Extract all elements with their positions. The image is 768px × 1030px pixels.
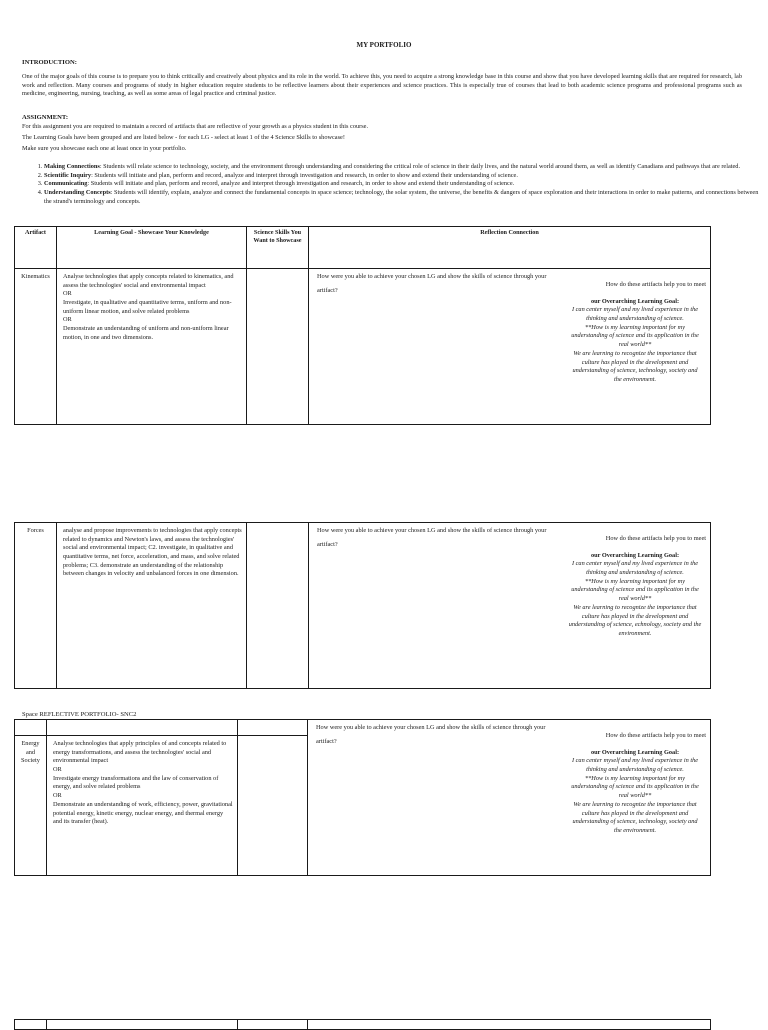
- science-skills-list: [22, 163, 766, 206]
- header-reflection: Reflection Connection: [309, 227, 711, 269]
- reflection-cell[interactable]: [308, 720, 711, 876]
- assignment-line-1: For this assignment you are required to maintain a record of artifacts that are reflective of your growth as a physics student in this course.: [22, 123, 369, 130]
- learning-goal-cell: Analyse technologies that apply principles of and concepts related to energy transformations, and assess the technologies' social and environmental impact OR Investigate energy transformations and the law of conservation of energy, and solve related problems OR Demonstrate an understanding of work, efficiency, power, gravitational potential energy, kinetic energy, nuclear energy, and thermal energy and its transfer (heat).: [47, 736, 238, 876]
- assignment-line-3: Make sure you showcase each one at least once in your portfolio.: [22, 145, 187, 152]
- assignment-heading: ASSIGNMENT:: [22, 114, 69, 121]
- reflection-question: How were you able to achieve your chosen LG and show the skills of science through your: [317, 273, 547, 280]
- table-header-row: [15, 227, 711, 269]
- reflection-cell[interactable]: [309, 523, 711, 689]
- og-text: I can center myself and my lived experience in the thinking and understanding of science. **How is my learning important for my understanding of science and its application in the real world** We are learning to recognize the importance that culture has played in the development and understanding of science, technology, society and the environment.: [571, 757, 699, 834]
- science-skills-cell[interactable]: [238, 736, 308, 876]
- artifact-cell: Kinematics: [15, 269, 57, 425]
- artifact-cell: Forces: [15, 523, 57, 689]
- header-artifact: Artifact: [15, 227, 57, 269]
- table-row: [15, 269, 711, 425]
- table-row: [15, 1020, 711, 1030]
- table-blank-row: [15, 720, 711, 736]
- og-question: How do these artifacts help you to meet: [605, 732, 706, 739]
- overarching-goal-box: [568, 281, 706, 385]
- overarching-goal-box: [568, 535, 706, 639]
- intro-paragraph: One of the major goals of this course is to prepare you to think critically and creatively about physics and its role in the world. To achieve this, you need to acquire a strong knowledge base in this course and show that you have developed learning skills that are required for research, lab work and reflection. Many courses and programs of study in higher education require students to be reflective learners about their experiences and science practices. This is especially true of courses that lead to both academic science programs and professional programs such as medicine, engineering, nursing, teaching, as well as some areas of legal practice and criminal justice.: [22, 73, 742, 98]
- skill-scientific-inquiry: 2. Scientific Inquiry: Students will initiate and plan, perform and record, analyze and interpret through investigation and research, in order to show and extend their understanding of science.: [44, 172, 766, 181]
- og-text: I can center myself and my lived experience in the thinking and understanding of science. **How is my learning important for my understanding of science and its application in the real world** We are learning to recognize the importance that culture has played in the development and understanding of science, technology, society and the environment.: [571, 306, 699, 383]
- portfolio-table-3: [14, 719, 711, 876]
- assignment-line-2: The Learning Goals have been grouped and are listed below - for each LG - select at least 1 of the 4 Science Skills to showcase!: [22, 134, 345, 141]
- intro-heading: INTRODUCTION:: [22, 59, 77, 66]
- reflection-question-cont: artifact?: [316, 737, 337, 745]
- header-science-skills: Science Skills You Want to Showcase: [247, 227, 309, 269]
- og-heading: our Overarching Learning Goal:: [590, 551, 680, 559]
- portfolio-table-4: [14, 1019, 711, 1030]
- og-question: How do these artifacts help you to meet: [605, 535, 706, 542]
- page-title: MY PORTFOLIO: [356, 41, 412, 49]
- portfolio-table-1: [14, 226, 711, 425]
- skill-making-connections: 1. Making Connections: Students will relate science to technology, society, and the environment through understanding and considering the critical role of science in their daily lives, and the natural world around them, as well as identify Canadians and pathways that are related.: [44, 163, 766, 172]
- reflection-cell[interactable]: [309, 269, 711, 425]
- og-question: How do these artifacts help you to meet: [605, 281, 706, 288]
- portfolio-table-2: [14, 522, 711, 689]
- reflection-question: How were you able to achieve your chosen LG and show the skills of science through your: [317, 527, 547, 534]
- og-heading: our Overarching Learning Goal:: [590, 748, 680, 756]
- artifact-cell: Energy and Society: [15, 736, 47, 876]
- learning-goal-cell: Analyse technologies that apply concepts related to kinematics, and assess the technologies' social and environmental impact OR Investigate, in qualitative and quantitative terms, uniform and non-uniform linear motion, and solve related problems OR Demonstrate an understanding of uniform and non-uniform linear motion, in one and two dimensions.: [57, 269, 247, 425]
- portfolio-caption: Space REFLECTIVE PORTFOLIO- SNC2: [22, 711, 137, 718]
- reflection-question-cont: artifact?: [317, 286, 338, 294]
- skill-communicating: 3. Communicating: Students will initiate and plan, perform and record, analyze and interpret through investigation and research, in order to show and extend their understanding of science.: [44, 180, 766, 189]
- reflection-question-cont: artifact?: [317, 540, 338, 548]
- skill-understanding-concepts: 4. Understanding Concepts: Students will identify, explain, analyze and connect the fundamental concepts in space science; technology, the solar system, the universe, the benefits & dangers of space exploration and their interactions in order to make patterns, and connections between the strand's terminology and concepts.: [44, 189, 766, 206]
- og-heading: our Overarching Learning Goal:: [590, 297, 680, 305]
- overarching-goal-box: [568, 732, 706, 836]
- og-text: I can center myself and my lived experience in the thinking and understanding of science. **How is my learning important for my understanding of science and its application in the real world** We are learning to recognize the importance that culture has played in the development and understanding of science, echnology, society and the environment.: [568, 560, 702, 637]
- science-skills-cell[interactable]: [247, 269, 309, 425]
- learning-goal-cell: analyse and propose improvements to technologies that apply concepts related to dynamics and Newton's laws, and assess the technologies' social and environmental impact; C2. investigate, in qualitative and quantitative terms, net force, acceleration, and mass, and solve related problems; C3. demonstrate an understanding of the relationship between changes in velocity and unbalanced forces in one dimension.: [57, 523, 247, 689]
- science-skills-cell[interactable]: [247, 523, 309, 689]
- table-row: [15, 523, 711, 689]
- header-learning-goal: Learning Goal - Showcase Your Knowledge: [57, 227, 247, 269]
- reflection-question: How were you able to achieve your chosen LG and show the skills of science through your: [316, 724, 546, 731]
